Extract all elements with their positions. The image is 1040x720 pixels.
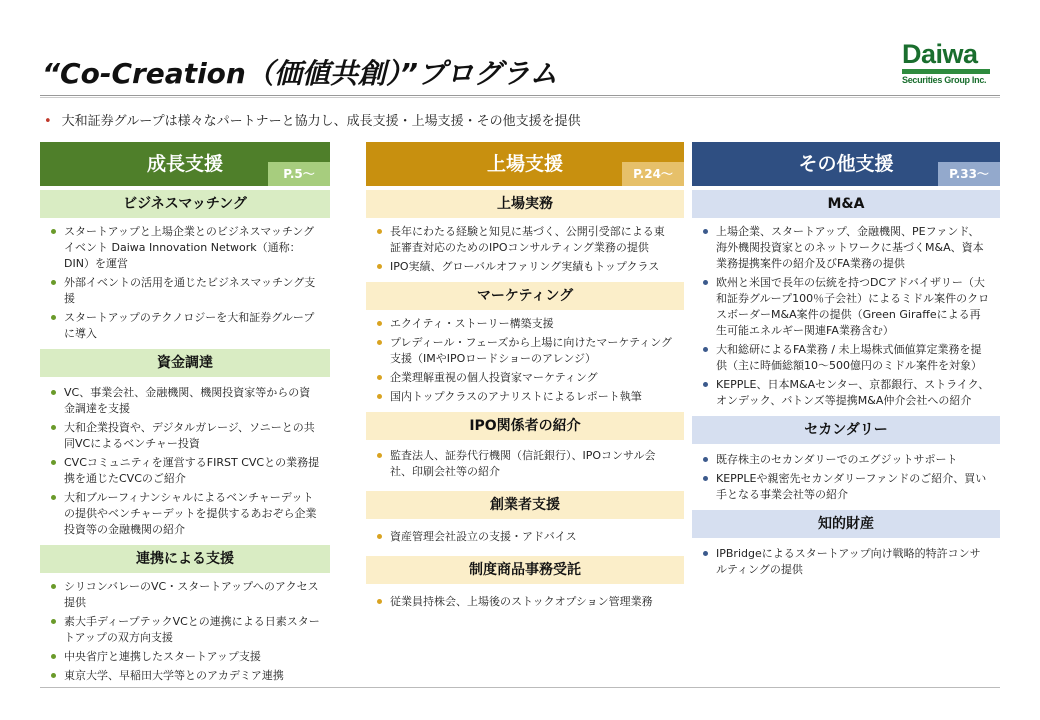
list-item: 監査法人、証券代行機関（信託銀行）、IPOコンサル会社、印刷会社等の紹介 xyxy=(376,448,674,480)
list-item: IPO実績、グローバルオファリング実績もトップクラス xyxy=(376,259,674,275)
column-header xyxy=(40,142,330,186)
bullet-list xyxy=(366,310,684,412)
intro-text: 大和証券グループは様々なパートナーと協力し、成長支援・上場支援・その他支援を提供 xyxy=(61,114,581,129)
section-heading: 資金調達 xyxy=(40,349,330,377)
logo-bar xyxy=(902,69,990,74)
bullet-list xyxy=(366,218,684,282)
list-item: 外部イベントの活用を通じたビジネスマッチング支援 xyxy=(50,275,320,307)
bullet-list xyxy=(692,218,1000,416)
list-item: エクイティ・ストーリー構築支援 xyxy=(376,316,674,332)
section-heading: 創業者支援 xyxy=(366,491,684,519)
list-item: KEPPLE、日本M&Aセンター、京都銀行、ストライク、オンデック、バトンズ等提携M&A仲介会社への紹介 xyxy=(702,377,990,409)
page-title: “Co-Creation（価値共創）”プログラム xyxy=(42,57,558,90)
page-tag: P.5〜 xyxy=(268,162,330,186)
list-item: 素大手ディープテックVCとの連携による日素スタートアップの双方向支援 xyxy=(50,614,320,646)
list-item: 東京大学、早稲田大学等とのアカデミア連携 xyxy=(50,668,320,684)
section-heading: M&A xyxy=(692,190,1000,218)
section-heading: 知的財産 xyxy=(692,510,1000,538)
bullet-list xyxy=(692,444,1000,510)
column-listing-support xyxy=(366,142,684,617)
list-item: KEPPLEや親密先セカンダリーファンドのご紹介、買い手となる事業会社等の紹介 xyxy=(702,471,990,503)
list-item: 大和企業投資や、デジタルガレージ、ソニーとの共同VCによるベンチャー投資 xyxy=(50,420,320,452)
title-divider xyxy=(40,95,1000,96)
page-tag: P.24〜 xyxy=(622,162,684,186)
list-item: VC、事業会社、金融機関、機関投資家等からの資金調達を支援 xyxy=(50,385,320,417)
column-growth-support xyxy=(40,142,330,691)
section-heading: セカンダリー xyxy=(692,416,1000,444)
list-item: CVCコミュニティを運営するFIRST CVCとの業務提携を通じたCVCのご紹介 xyxy=(50,455,320,487)
list-item: プレディール・フェーズから上場に向けたマーケティング支援（IMやIPOロードショーのアレンジ） xyxy=(376,335,674,367)
list-item: 上場企業、スタートアップ、金融機関、PEファンド、海外機関投資家とのネットワークに基づくM&A、資本業務提携案件の紹介及びFA業務の提供 xyxy=(702,224,990,272)
list-item: IPBridgeによるスタートアップ向け戦略的特許コンサルティングの提供 xyxy=(702,546,990,578)
section-heading: 連携による支援 xyxy=(40,545,330,573)
bullet-icon: • xyxy=(44,114,52,129)
list-item: シリコンバレーのVC・スタートアップへのアクセス提供 xyxy=(50,579,320,611)
list-item: 従業員持株会、上場後のストックオプション管理業務 xyxy=(376,594,674,610)
bullet-list xyxy=(366,440,684,491)
bullet-list xyxy=(40,218,330,349)
footer-divider xyxy=(40,687,1000,688)
section-heading: 制度商品事務受託 xyxy=(366,556,684,584)
section-heading: 上場実務 xyxy=(366,190,684,218)
list-item: 既存株主のセカンダリーでのエグジットサポート xyxy=(702,452,990,468)
daiwa-logo xyxy=(902,40,994,88)
section-heading: IPO関係者の紹介 xyxy=(366,412,684,440)
list-item: 中央省庁と連携したスタートアップ支援 xyxy=(50,649,320,665)
bullet-list xyxy=(366,519,684,556)
column-other-support xyxy=(692,142,1000,585)
bullet-list xyxy=(692,538,1000,585)
column-title: 上場支援 xyxy=(486,153,563,175)
bullet-list xyxy=(40,377,330,545)
bullet-list xyxy=(40,573,330,691)
section-heading: マーケティング xyxy=(366,282,684,310)
column-header xyxy=(366,142,684,186)
list-item: スタートアップと上場企業とのビジネスマッチングイベント Daiwa Innovation Network（通称：DIN）を運営 xyxy=(50,224,320,272)
logo-wordmark: Daiwa xyxy=(902,39,978,69)
column-header xyxy=(692,142,1000,186)
list-item: 長年にわたる経験と知見に基づく、公開引受部による東証審査対応のためのIPOコンサルティング業務の提供 xyxy=(376,224,674,256)
column-title: その他支援 xyxy=(798,153,894,175)
list-item: スタートアップのテクノロジーを大和証券グループに導入 xyxy=(50,310,320,342)
list-item: 欧州と米国で長年の伝統を持つDCアドバイザリー（大和証券グループ100％子会社）によるミドル案件のクロスボーダーM&A案件の提供（Green Giraffeによる再生可能エネルギー関連FA業務含む） xyxy=(702,275,990,339)
page-tag: P.33〜 xyxy=(938,162,1000,186)
logo-subtitle: Securities Group Inc. xyxy=(902,75,987,85)
section-heading: ビジネスマッチング xyxy=(40,190,330,218)
list-item: 資産管理会社設立の支援・アドバイス xyxy=(376,529,674,545)
list-item: 企業理解重視の個人投資家マーケティング xyxy=(376,370,674,386)
intro-line xyxy=(44,110,581,129)
list-item: 大和総研によるFA業務 / 未上場株式価値算定業務を提供（主に時価総額10～500億円のミドル案件を対象） xyxy=(702,342,990,374)
list-item: 大和ブルーフィナンシャルによるベンチャーデットの提供やベンチャーデットを提供するあおぞら企業投資等の金融機関の紹介 xyxy=(50,490,320,538)
bullet-list xyxy=(366,584,684,617)
list-item: 国内トップクラスのアナリストによるレポート執筆 xyxy=(376,389,674,405)
column-title: 成長支援 xyxy=(146,153,223,175)
title-divider-secondary xyxy=(40,97,1000,98)
